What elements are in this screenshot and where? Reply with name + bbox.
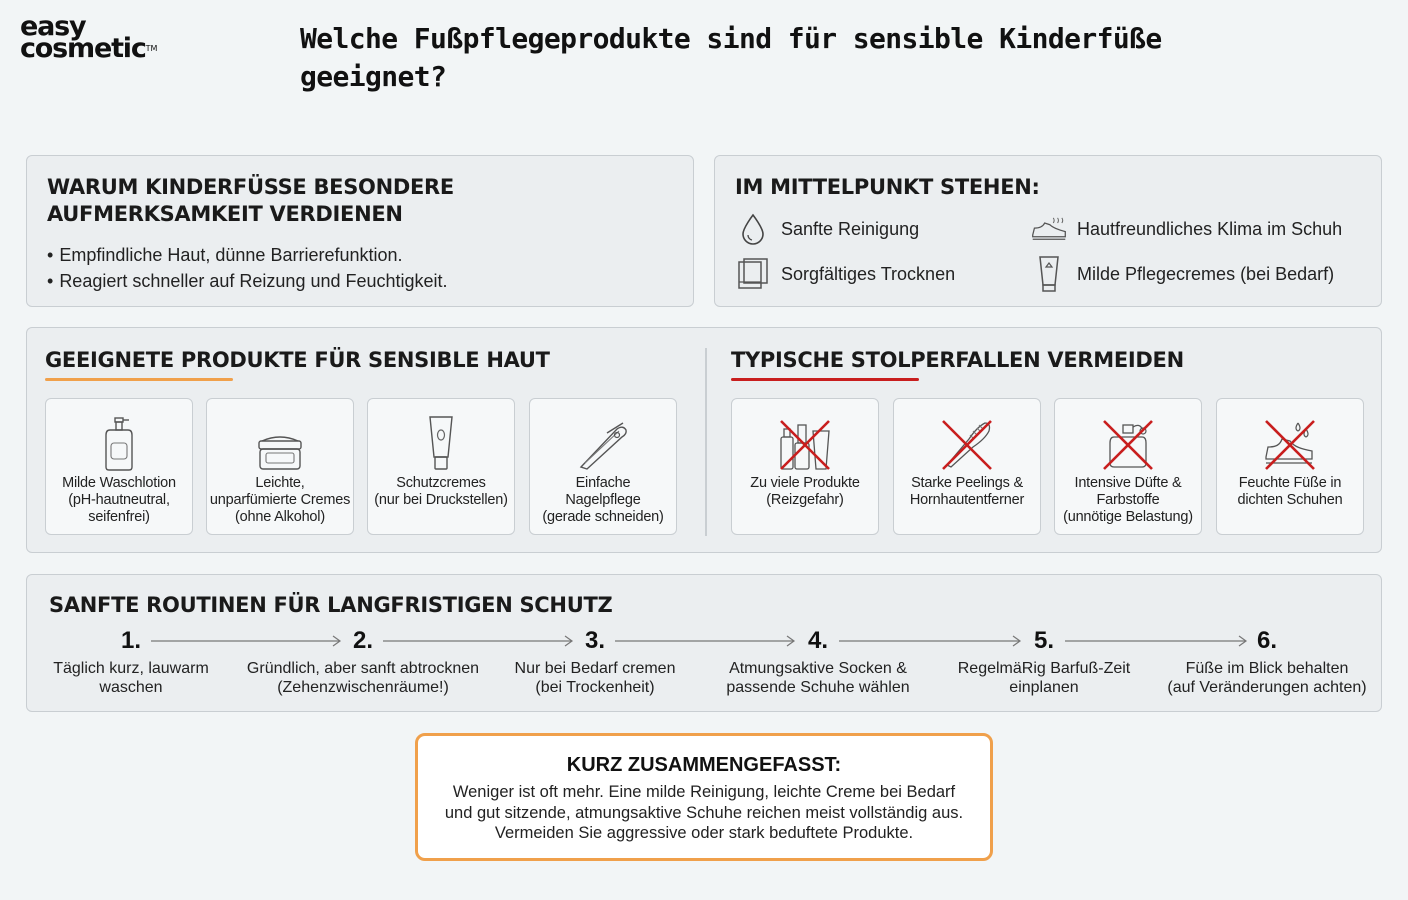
perfume-icon: [1055, 399, 1201, 475]
routine-step: 5. RegelmäRig Barfuß-Zeit einplanen: [957, 627, 1131, 696]
summary-box: [415, 733, 993, 861]
pitfall-tile: [893, 398, 1041, 535]
arrow-icon: [151, 635, 343, 647]
tube-icon: [368, 399, 514, 475]
routine-step: 3. Nur bei Bedarf cremen (bei Trockenheit): [514, 627, 676, 696]
products-title: GEEIGNETE PRODUKTE FÜR SENSIBLE HAUT: [45, 348, 550, 372]
section-divider: [705, 348, 707, 536]
product-tile: [206, 398, 354, 535]
product-tile: [529, 398, 677, 535]
product-tile: [45, 398, 193, 535]
product-tile: [367, 398, 515, 535]
focus-title: IM MITTELPUNKT STEHEN:: [735, 175, 1040, 199]
pitfall-tile: [731, 398, 879, 535]
tile-label: Einfache Nagelpflege (gerade schneiden): [542, 475, 664, 525]
tile-label: Zu viele Produkte (Reizgefahr): [750, 475, 860, 508]
logo-line-2: cosmetic™: [20, 33, 158, 64]
routines-card: [26, 574, 1382, 712]
arrow-icon: [839, 635, 1023, 647]
tile-label: Milde Waschlotion (pH-hautneutral, seifenfrei): [62, 475, 176, 525]
tile-label: Feuchte Füße in dichten Schuhen: [1237, 475, 1343, 508]
nail-clipper-icon: [530, 399, 676, 475]
focus-item: Milde Pflegecremes (bei Bedarf): [1031, 256, 1334, 292]
many-products-icon: [732, 399, 878, 475]
products-underline: [45, 378, 233, 381]
why-title: WARUM KINDERFÜSSE BESONDERE AUFMERKSAMKEIT VERDIENEN: [47, 175, 454, 226]
why-bullet: • Reagiert schneller auf Reizung und Feuchtigkeit.: [47, 268, 673, 294]
pitfall-tile: [1054, 398, 1202, 535]
towel-icon: [735, 256, 771, 292]
tile-label: Schutzcremes (nur bei Druckstellen): [374, 475, 508, 508]
cream-tube-icon: [1031, 256, 1067, 292]
shoe-icon: [1031, 211, 1067, 247]
wet-shoe-icon: [1217, 399, 1363, 475]
arrow-icon: [383, 635, 575, 647]
why-bullet: • Empfindliche Haut, dünne Barrierefunktion.: [47, 242, 673, 268]
water-drop-icon: [735, 211, 771, 247]
logo-line-1: easy: [20, 11, 86, 42]
focus-item: Sanfte Reinigung: [735, 211, 919, 247]
pitfall-tile: [1216, 398, 1364, 535]
tile-label: Intensive Düfte & Farbstoffe (unnötige Belastung): [1063, 475, 1193, 525]
routine-step: 2. Gründlich, aber sanft abtrocknen (Zehenzwischenräume!): [246, 627, 480, 696]
pitfalls-underline: [731, 378, 919, 381]
routines-title: SANFTE ROUTINEN FÜR LANGFRISTIGEN SCHUTZ: [49, 593, 613, 617]
summary-text: Weniger ist oft mehr. Eine milde Reinigung, leichte Creme bei Bedarf und gut sitzende, atmungsaktive Schuhe reichen meist vollständig aus. Vermeiden Sie aggressive oder stark beduftete Produkte.: [444, 783, 964, 842]
pump-bottle-icon: [46, 399, 192, 475]
pitfalls-title: TYPISCHE STOLPERFALLEN VERMEIDEN: [731, 348, 1184, 372]
tile-label: Starke Peelings & Hornhautentferner: [909, 475, 1025, 508]
foot-file-icon: [894, 399, 1040, 475]
why-bullet-list: [47, 242, 673, 294]
brand-logo: [20, 11, 158, 64]
summary-title: KURZ ZUSAMMENGEFASST:: [566, 754, 842, 776]
routine-step: 6. Füße im Blick behalten (auf Veränderungen achten): [1167, 627, 1367, 696]
why-card: [26, 155, 694, 307]
routine-step: 4. Atmungsaktive Socken & passende Schuhe wählen: [726, 627, 910, 696]
focus-card: [714, 155, 1382, 307]
products-card: [26, 327, 1382, 553]
cream-jar-icon: [207, 399, 353, 475]
page-title: Welche Fußpflegeprodukte sind für sensible Kinderfüße geeignet?: [300, 22, 1162, 93]
tile-label: Leichte, unparfümierte Cremes (ohne Alkohol): [209, 475, 351, 525]
focus-item: Hautfreundliches Klima im Schuh: [1031, 211, 1342, 247]
arrow-icon: [1065, 635, 1249, 647]
focus-item: Sorgfältiges Trocknen: [735, 256, 955, 292]
routine-step: 1. Täglich kurz, lauwarm waschen: [53, 627, 209, 696]
arrow-icon: [615, 635, 797, 647]
